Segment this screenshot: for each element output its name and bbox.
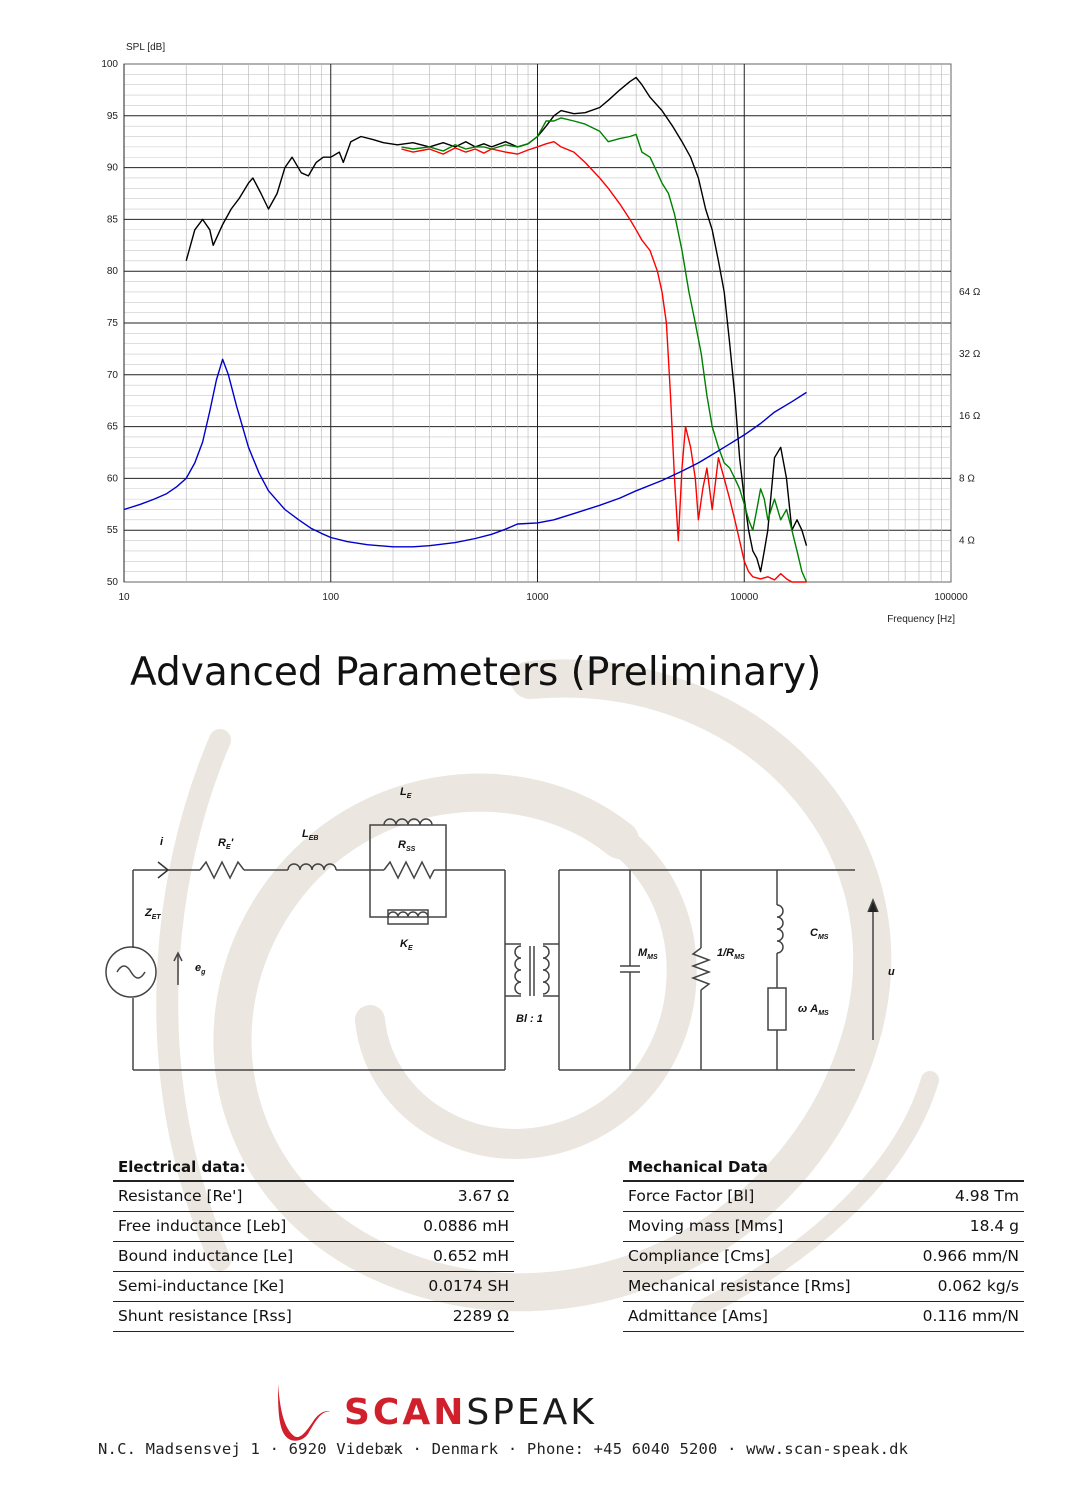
scanspeak-logo — [270, 1380, 690, 1444]
x-axis-ticks — [118, 592, 968, 603]
svg-text:CMS: $C_{MS}$ — [810, 927, 829, 941]
y-axis-ticks — [101, 59, 118, 588]
param-label: Admittance [Ams] — [623, 1302, 898, 1332]
x-tick-label: 1000 — [526, 592, 549, 603]
param-value: 0.966 mm/N — [898, 1242, 1024, 1272]
svg-text:1/RMS: $1/R_{MS}$ — [717, 947, 745, 961]
param-value: 0.116 mm/N — [898, 1302, 1024, 1332]
mechanical-data-title: Mechanical Data — [623, 1152, 1024, 1181]
param-label: Shunt resistance [Rss] — [113, 1302, 377, 1332]
y-tick-label: 60 — [106, 473, 118, 485]
table-row — [623, 1181, 1024, 1212]
table-row — [113, 1272, 514, 1302]
table-row — [623, 1272, 1024, 1302]
logo-swoosh-icon — [278, 1384, 330, 1441]
svg-text:MMS: $M_{MS}$ — [638, 947, 658, 961]
table-row — [113, 1242, 514, 1272]
table-row — [623, 1212, 1024, 1242]
impedance-axis-ticks — [959, 287, 981, 547]
chart-grid — [124, 64, 951, 582]
spl-impedance-chart — [0, 0, 1090, 640]
table-row — [623, 1242, 1024, 1272]
y-tick-label: 50 — [106, 577, 118, 588]
y-tick-label: 55 — [106, 525, 118, 537]
svg-text:ZET: $Z_{ET}$ — [145, 907, 161, 921]
x-tick-label: 100 — [322, 592, 340, 603]
y-tick-label: 70 — [106, 369, 118, 381]
param-value: 4.98 Tm — [898, 1181, 1024, 1212]
impedance-tick-label: 4 Ω — [959, 535, 975, 547]
svg-text:u: u — [888, 966, 895, 978]
param-label: Moving mass [Mms] — [623, 1212, 898, 1242]
svg-text:Bl : 1: Bl : 1 — [516, 1013, 543, 1025]
svg-text:i: i — [160, 836, 164, 848]
x-tick-label: 100000 — [934, 592, 968, 603]
table-row — [623, 1302, 1024, 1332]
param-value: 0.062 kg/s — [898, 1272, 1024, 1302]
param-value: 0.0886 mH — [377, 1212, 514, 1242]
param-value: 18.4 g — [898, 1212, 1024, 1242]
electrical-data-title: Electrical data: — [113, 1152, 514, 1181]
svg-text:SCANSPEAK: SCANSPEAK — [344, 1392, 597, 1433]
impedance-tick-label: 16 Ω — [959, 411, 981, 423]
param-value: 0.0174 SH — [377, 1272, 514, 1302]
param-label: Mechanical resistance [Rms] — [623, 1272, 898, 1302]
param-value: 3.67 Ω — [377, 1181, 514, 1212]
y-tick-label: 80 — [106, 266, 118, 278]
param-value: 0.652 mH — [377, 1242, 514, 1272]
param-label: Force Factor [Bl] — [623, 1181, 898, 1212]
param-label: Compliance [Cms] — [623, 1242, 898, 1272]
page-title: Advanced Parameters (Preliminary) — [130, 650, 822, 695]
y-tick-label: 90 — [106, 162, 118, 174]
table-row — [113, 1212, 514, 1242]
y-tick-label: 100 — [101, 59, 118, 70]
x-axis-label: Frequency [Hz] — [887, 614, 955, 625]
svg-text:ω AMS: ω $A_{MS}$ — [798, 1003, 829, 1017]
electrical-data-table — [113, 1152, 514, 1332]
param-label: Bound inductance [Le] — [113, 1242, 377, 1272]
table-row — [113, 1181, 514, 1212]
mechanical-data-table — [623, 1152, 1024, 1332]
footer-address: N.C. Madsensvej 1 · 6920 Videbæk · Denmark · Phone: +45 6040 5200 · www.scan-speak.dk — [98, 1440, 909, 1458]
svg-text:KE: $K_E$ — [400, 938, 413, 952]
impedance-tick-label: 32 Ω — [959, 349, 981, 361]
x-tick-label: 10000 — [730, 592, 759, 603]
param-label: Free inductance [Leb] — [113, 1212, 377, 1242]
svg-text:LE: $L_E$ — [400, 786, 412, 800]
param-value: 2289 Ω — [377, 1302, 514, 1332]
svg-text:LEB: $L_{EB}$ — [302, 828, 319, 842]
y-tick-label: 95 — [106, 110, 118, 122]
impedance-tick-label: 8 Ω — [959, 473, 975, 485]
table-row — [113, 1302, 514, 1332]
svg-text:eg: $e_g$ — [195, 962, 206, 976]
param-label: Resistance [Re'] — [113, 1181, 377, 1212]
y-axis-label: SPL [dB] — [126, 42, 166, 53]
y-tick-label: 75 — [106, 318, 118, 329]
param-label: Semi-inductance [Ke] — [113, 1272, 377, 1302]
svg-text:RE': $R_E'$ — [218, 837, 234, 851]
impedance-tick-label: 64 Ω — [959, 286, 981, 298]
y-tick-label: 85 — [106, 214, 118, 226]
svg-text:RSS: $R_{SS}$ — [398, 839, 416, 853]
y-tick-label: 65 — [106, 421, 118, 433]
x-tick-label: 10 — [118, 592, 130, 603]
